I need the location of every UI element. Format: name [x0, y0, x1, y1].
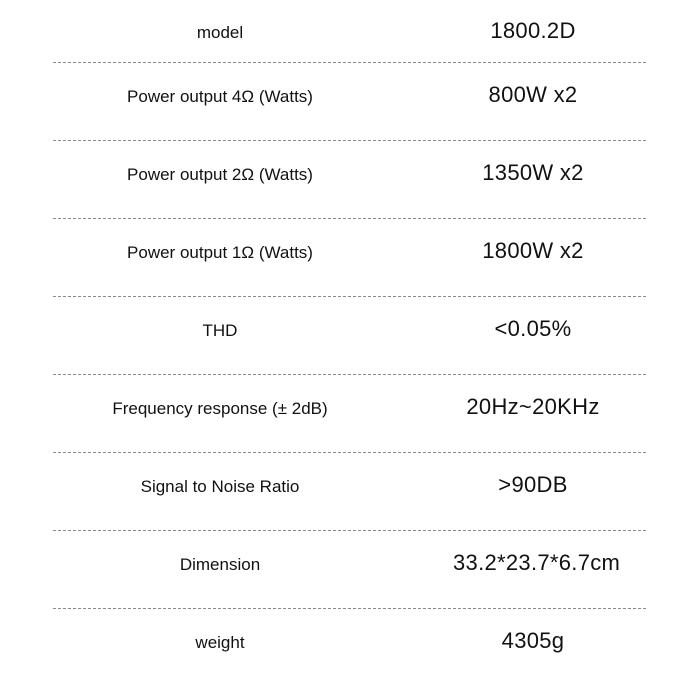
- spec-label: Signal to Noise Ratio: [140, 477, 300, 496]
- spec-row-power-2ohm: [53, 141, 646, 219]
- spec-row-dimension: [53, 531, 646, 609]
- spec-label: Power output 1Ω (Watts): [127, 243, 313, 262]
- spec-row-snr: [53, 453, 646, 531]
- spec-row-power-1ohm: [53, 219, 646, 297]
- spec-label: Power output 2Ω (Watts): [127, 165, 313, 184]
- spec-label: weight: [195, 633, 245, 652]
- spec-label: THD: [202, 321, 238, 340]
- spec-row-weight: [53, 609, 646, 686]
- spec-row-thd: [53, 297, 646, 375]
- spec-value: 4305g: [501, 628, 565, 653]
- spec-value: 800W x2: [488, 82, 578, 107]
- spec-value: <0.05%: [494, 316, 572, 341]
- spec-row-frequency-response: [53, 375, 646, 453]
- spec-label: Frequency response (± 2dB): [112, 399, 328, 418]
- spec-row-power-4ohm: [53, 63, 646, 141]
- spec-label: model: [196, 23, 244, 42]
- spec-value: 1800.2D: [490, 18, 576, 43]
- spec-value: 1350W x2: [482, 160, 584, 185]
- spec-value: 1800W x2: [482, 238, 584, 263]
- spec-value: >90DB: [498, 472, 568, 497]
- spec-value: 20Hz~20KHz: [466, 394, 600, 419]
- spec-table: [53, 0, 646, 686]
- spec-row-model: [53, 0, 646, 63]
- spec-value: 33.2*23.7*6.7cm: [453, 550, 621, 575]
- spec-label: Power output 4Ω (Watts): [127, 87, 313, 106]
- spec-label: Dimension: [179, 555, 261, 574]
